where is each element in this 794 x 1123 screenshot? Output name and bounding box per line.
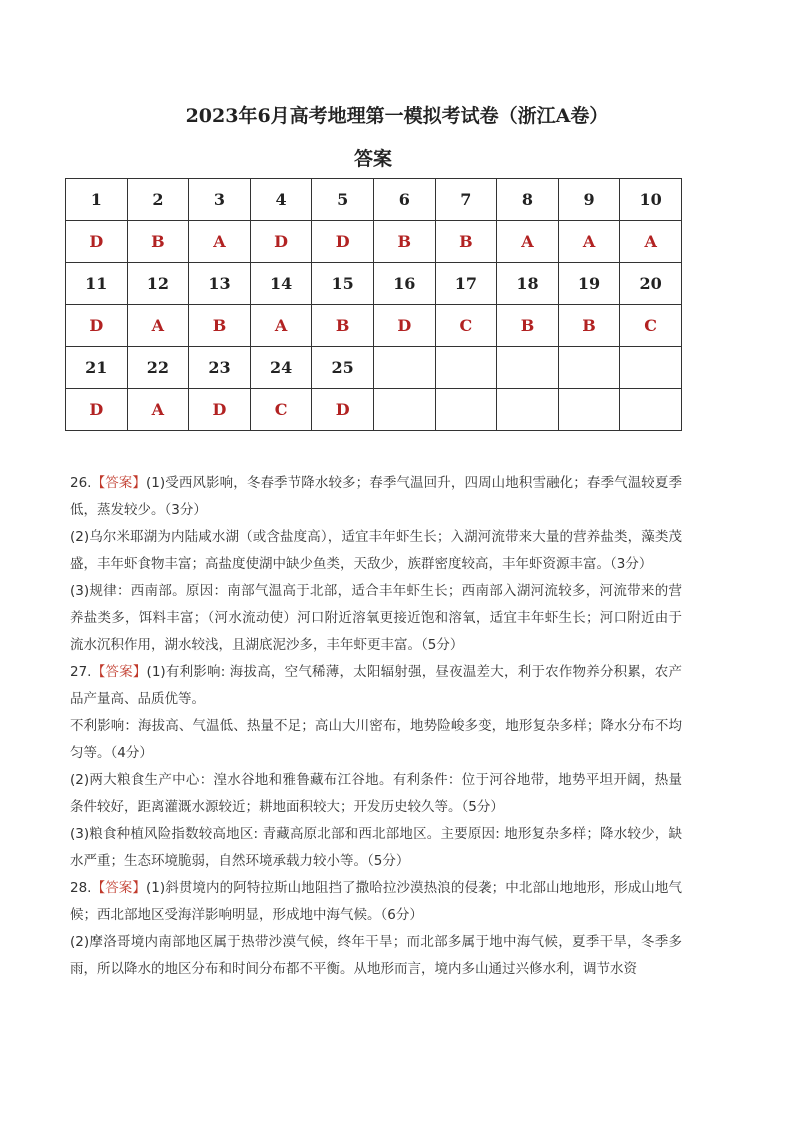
question-number: 28. xyxy=(70,880,92,896)
empty-cell xyxy=(558,389,620,431)
empty-cell xyxy=(558,347,620,389)
question-number-cell: 6 xyxy=(373,179,435,221)
answer-table-row-numbers xyxy=(66,347,682,389)
answer-table-row-numbers xyxy=(66,179,682,221)
answer-letter-cell: B xyxy=(435,221,497,263)
question-number-cell: 11 xyxy=(66,263,128,305)
question-number-cell: 19 xyxy=(558,263,620,305)
answer-27-part-1 xyxy=(70,659,682,713)
question-number-cell: 1 xyxy=(66,179,128,221)
answer-letter-cell: B xyxy=(373,221,435,263)
answer-27-part-3: (2)两大粮食生产中心：湟水谷地和雅鲁藏布江谷地。有利条件：位于河谷地带，地势平坦开阔，热量条件较好，距离灌溉水源较近；耕地面积较大；开发历史较久等。（5分） xyxy=(70,772,682,815)
answer-letter-cell: C xyxy=(250,389,312,431)
empty-cell xyxy=(373,389,435,431)
answer-letter-cell: A xyxy=(497,221,559,263)
empty-cell xyxy=(435,347,497,389)
answer-table xyxy=(65,178,682,431)
answer-letter-cell: B xyxy=(127,221,189,263)
question-number-cell: 3 xyxy=(189,179,251,221)
answer-28-part-1 xyxy=(70,875,682,929)
answer-letter-cell: B xyxy=(312,305,374,347)
answer-26-part-2: (2)乌尔米耶湖为内陆咸水湖（或含盐度高），适宜丰年虾生长；入湖河流带来大量的营养盐类，藻类茂盛，丰年虾食物丰富；高盐度使湖中缺少鱼类，天敌少，族群密度较高，丰年虾资源丰富。（3分） xyxy=(70,529,682,572)
empty-cell xyxy=(435,389,497,431)
question-number-cell: 23 xyxy=(189,347,251,389)
answer-tag: 【答案】 xyxy=(91,475,146,491)
answer-letter-cell: D xyxy=(250,221,312,263)
answer-body xyxy=(70,470,682,983)
answer-tag: 【答案】 xyxy=(91,880,146,896)
question-number-cell: 8 xyxy=(497,179,559,221)
question-number-cell: 15 xyxy=(312,263,374,305)
question-number-cell: 24 xyxy=(250,347,312,389)
answer-letter-cell: A xyxy=(558,221,620,263)
question-number-cell: 12 xyxy=(127,263,189,305)
document-subtitle: 答案 xyxy=(353,148,392,170)
question-number-cell: 16 xyxy=(373,263,435,305)
answer-text: (1)有利影响: 海拔高，空气稀薄，太阳辐射强，昼夜温差大，利于农作物养分积累，农产品产量高、品质优等。 xyxy=(70,664,683,707)
answer-letter-cell: A xyxy=(620,221,682,263)
question-number-cell: 20 xyxy=(620,263,682,305)
answer-table-row-letters xyxy=(66,389,682,431)
answer-26-part-3: (3)规律：西南部。原因：南部气温高于北部，适合丰年虾生长；西南部入湖河流较多，河流带来的营养盐类多，饵料丰富；（河水流动使）河口附近溶氧更接近饱和溶氧，适宜丰年虾生长；河口附近由于流水沉积作用，湖水较浅，且湖底泥沙多，丰年虾更丰富。（5分） xyxy=(70,583,682,653)
answer-letter-cell: A xyxy=(250,305,312,347)
question-number-cell: 9 xyxy=(558,179,620,221)
answer-26-part-1 xyxy=(70,470,682,524)
answer-letter-cell: D xyxy=(66,305,128,347)
answer-letter-cell: B xyxy=(497,305,559,347)
answer-letter-cell: D xyxy=(312,389,374,431)
answer-letter-cell: D xyxy=(189,389,251,431)
answer-letter-cell: D xyxy=(66,221,128,263)
question-number-cell: 4 xyxy=(250,179,312,221)
empty-cell xyxy=(620,389,682,431)
answer-letter-cell: A xyxy=(127,305,189,347)
answer-27-part-2: 不利影响：海拔高、气温低、热量不足；高山大川密布，地势险峻多变，地形复杂多样；降水分布不均匀等。（4分） xyxy=(70,718,682,761)
question-number: 27. xyxy=(70,664,92,680)
answer-table-row-numbers xyxy=(66,263,682,305)
answer-table-row-letters xyxy=(66,221,682,263)
question-number-cell: 21 xyxy=(66,347,128,389)
empty-cell xyxy=(620,347,682,389)
document-title: 2023年6月高考地理第一模拟考试卷（浙江A卷） xyxy=(185,105,609,127)
question-number-cell: 14 xyxy=(250,263,312,305)
answer-table-row-letters xyxy=(66,305,682,347)
answer-letter-cell: C xyxy=(620,305,682,347)
answer-letter-cell: D xyxy=(373,305,435,347)
answer-letter-cell: B xyxy=(189,305,251,347)
answer-letter-cell: A xyxy=(127,389,189,431)
question-number-cell: 10 xyxy=(620,179,682,221)
answer-letter-cell: D xyxy=(66,389,128,431)
question-number-cell: 18 xyxy=(497,263,559,305)
question-number-cell: 7 xyxy=(435,179,497,221)
answer-letter-cell: B xyxy=(558,305,620,347)
answer-tag: 【答案】 xyxy=(91,664,147,680)
question-number: 26. xyxy=(70,475,92,491)
empty-cell xyxy=(497,347,559,389)
empty-cell xyxy=(373,347,435,389)
question-number-cell: 22 xyxy=(127,347,189,389)
answer-28-part-2: (2)摩洛哥境内南部地区属于热带沙漠气候，终年干旱；而北部多属于地中海气候，夏季干旱，冬季多雨，所以降水的地区分布和时间分布都不平衡。从地形而言，境内多山通过兴修水利，调节水资 xyxy=(70,934,682,977)
question-number-cell: 13 xyxy=(189,263,251,305)
answer-text: (1)受西风影响，冬春季节降水较多；春季气温回升，四周山地积雪融化；春季气温较夏季低，蒸发较少。（3分） xyxy=(70,475,683,518)
answer-letter-cell: A xyxy=(189,221,251,263)
question-number-cell: 25 xyxy=(312,347,374,389)
question-number-cell: 2 xyxy=(127,179,189,221)
answer-text: (1)斜贯境内的阿特拉斯山地阻挡了撒哈拉沙漠热浪的侵袭；中北部山地地形，形成山地气候；西北部地区受海洋影响明显，形成地中海气候。（6分） xyxy=(70,880,683,923)
answer-letter-cell: C xyxy=(435,305,497,347)
question-number-cell: 5 xyxy=(312,179,374,221)
answer-letter-cell: D xyxy=(312,221,374,263)
question-number-cell: 17 xyxy=(435,263,497,305)
answer-27-part-4: (3)粮食种植风险指数较高地区: 青藏高原北部和西北部地区。主要原因: 地形复杂多样；降水较少，缺水严重；生态环境脆弱，自然环境承载力较小等。（5分） xyxy=(70,826,682,869)
empty-cell xyxy=(497,389,559,431)
